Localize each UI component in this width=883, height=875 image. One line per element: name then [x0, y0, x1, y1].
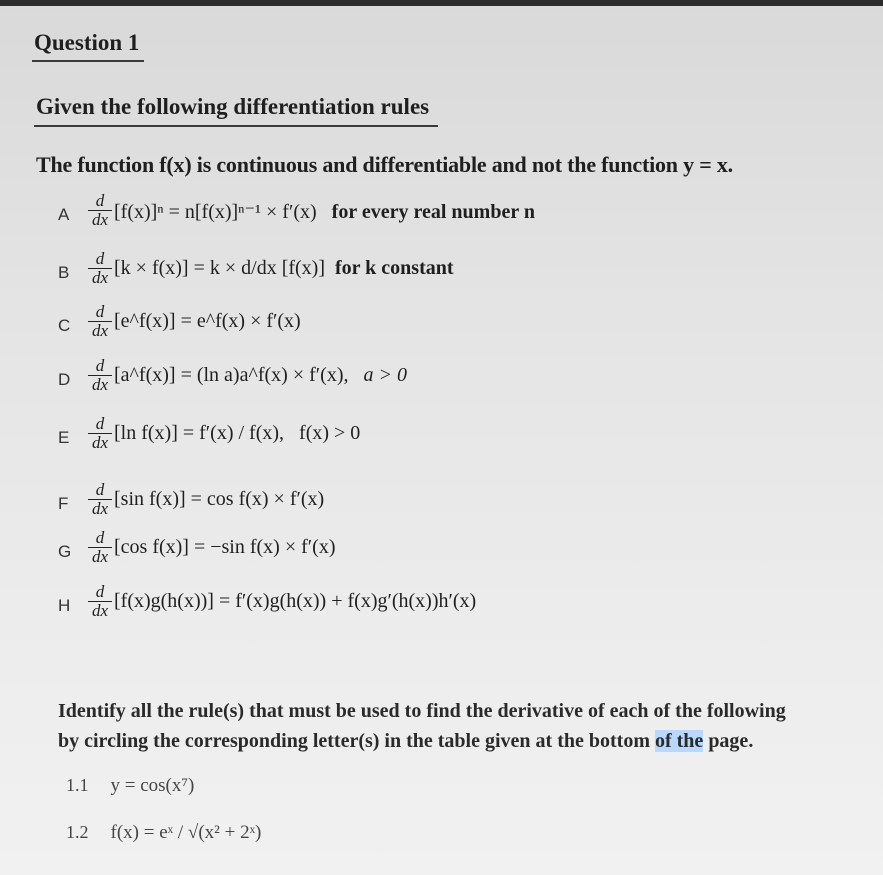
rule-formula: [a^f(x)] = (ln a)a^f(x) × f′(x), a > 0 — [114, 364, 407, 386]
rule-letter: E — [58, 428, 70, 447]
intro-text: The function f(x) is continuous and differentiable and not the function y = x. — [36, 152, 733, 177]
question-1-1 — [66, 775, 194, 797]
rule-condition: f(x) > 0 — [299, 422, 361, 444]
derivative-operator: $\frac{d}{dx}$ — [88, 193, 112, 228]
instructions-line-1: Identify all the rule(s) that must be used to find the derivative of each of the following — [58, 700, 786, 722]
rule-formula: [f(x)]ⁿ = n[f(x)]ⁿ⁻¹ × f′(x) for every real number n — [114, 201, 535, 223]
rule-condition: for every real number n — [331, 201, 535, 223]
rule-formula: [f(x)g(h(x))] = f′(x)g(h(x)) + f(x)g′(h(x))h′(x) — [114, 590, 477, 612]
rule-letter: A — [58, 205, 70, 224]
derivative-operator: $\frac{d}{dx}$ — [88, 584, 112, 619]
rule-formula: [cos f(x)] = −sin f(x) × f′(x) — [114, 536, 336, 558]
derivative-operator: $\frac{d}{dx}$ — [88, 251, 112, 286]
rule-condition: a > 0 — [363, 364, 407, 386]
top-edge-bar — [0, 0, 883, 6]
rule-condition: for k constant — [335, 257, 454, 279]
rule-letter: B — [58, 263, 70, 282]
question-expression: f(x) = eˣ / √(x² + 2ˣ) — [110, 822, 262, 843]
subheading-underline — [34, 125, 438, 127]
rule-letter: D — [58, 370, 71, 389]
rule-formula: [e^f(x)] = e^f(x) × f′(x) — [114, 310, 301, 332]
derivative-operator: $\frac{d}{dx}$ — [88, 416, 112, 451]
question-title-underline — [32, 60, 144, 62]
derivative-operator: $\frac{d}{dx}$ — [88, 358, 112, 393]
question-1-2 — [66, 822, 261, 844]
rule-letter: F — [58, 494, 69, 513]
highlighted-text: of the — [654, 730, 704, 752]
subheading: Given the following differentiation rules — [36, 94, 430, 119]
rule-formula: [k × f(x)] = k × d/dx [f(x)] for k constant — [114, 257, 454, 279]
rule-formula: [sin f(x)] = cos f(x) × f′(x) — [114, 488, 325, 510]
rule-letter: H — [58, 596, 71, 615]
question-number: 1.1 — [66, 775, 89, 795]
rule-letter: G — [58, 542, 72, 561]
question-number: 1.2 — [66, 822, 89, 842]
derivative-operator: $\frac{d}{dx}$ — [88, 304, 112, 339]
question-expression: y = cos(x⁷) — [110, 775, 195, 796]
derivative-operator: $\frac{d}{dx}$ — [88, 530, 112, 565]
rule-formula: [ln f(x)] = f′(x) / f(x), f(x) > 0 — [114, 422, 361, 444]
question-title: Question 1 — [34, 30, 140, 55]
instructions-line-2: by circling the corresponding letter(s) in the table given at the bottom of the page. — [58, 730, 754, 752]
rule-letter: C — [58, 316, 71, 335]
derivative-operator: $\frac{d}{dx}$ — [88, 482, 112, 517]
